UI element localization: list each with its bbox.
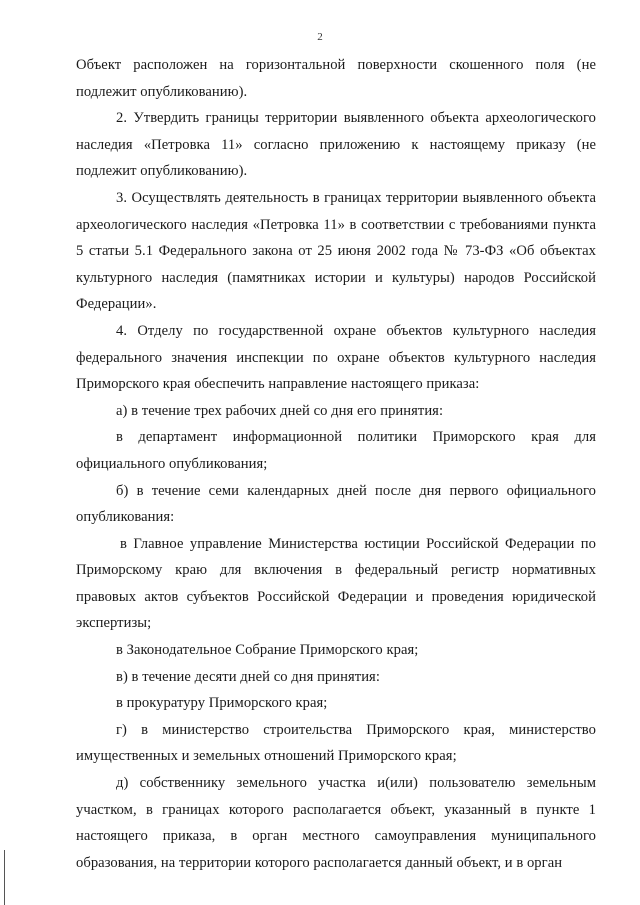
- paragraph-item-4: 4. Отделу по государственной охране объектов культурного наследия федерального значения инспекции по охране объектов культурного наследия Приморского края обеспечить направление настоящего приказа:: [76, 322, 596, 393]
- paragraph-subitem-g: г) в министерство строительства Приморского края, министерство имущественных и земельных отношений Приморского края;: [76, 721, 596, 765]
- paragraph-subitem-v: в) в течение десяти дней со дня принятия:: [116, 668, 380, 685]
- paragraph-recipient-info-policy: в департамент информационной политики Приморского края для официального опубликования;: [76, 429, 596, 472]
- paragraph-subitem-b: б) в течение семи календарных дней после дня первого официального опубликования:: [76, 482, 596, 526]
- scan-edge-line: [4, 850, 5, 905]
- document-body: [76, 52, 596, 876]
- paragraph-recipient-prosecutor: в прокуратуру Приморского края;: [116, 695, 328, 712]
- page-number: 2: [317, 31, 323, 43]
- paragraph-object-location: Объект расположен на горизонтальной поверхности скошенного поля (не подлежит опубликованию).: [76, 57, 596, 100]
- paragraph-item-2: 2. Утвердить границы территории выявленного объекта археологического наследия «Петровка 11» согласно приложению к настоящему приказу (не подлежит опубликованию).: [76, 110, 596, 180]
- paragraph-subitem-a: а) в течение трех рабочих дней со дня его принятия:: [116, 402, 444, 419]
- paragraph-recipient-ministry-justice: в Главное управление Министерства юстиции Российской Федерации по Приморскому краю для включения в федеральный регистр нормативных правовых актов субъектов Российской Федерации и проведения юридической экспертизы;: [76, 535, 596, 632]
- paragraph-subitem-d: д) собственнику земельного участка и(или) пользователю земельным участком, в границах которого располагается объект, указанный в пункте 1 настоящего приказа, в орган местного самоуправления муниципального образования, на территории которого располагается данный объект, и в орган: [76, 775, 596, 871]
- paragraph-recipient-legislative-assembly: в Законодательное Собрание Приморского края;: [116, 642, 419, 659]
- paragraph-item-3: 3. Осуществлять деятельность в границах территории выявленного объекта археологического наследия «Петровка 11» в соответствии с требованиями пункта 5 статьи 5.1 Федерального закона от 25 июня 2002 года № 73-ФЗ «Об объектах культурного наследия (памятниках истории и культуры) народов Российской Федерации».: [76, 189, 596, 313]
